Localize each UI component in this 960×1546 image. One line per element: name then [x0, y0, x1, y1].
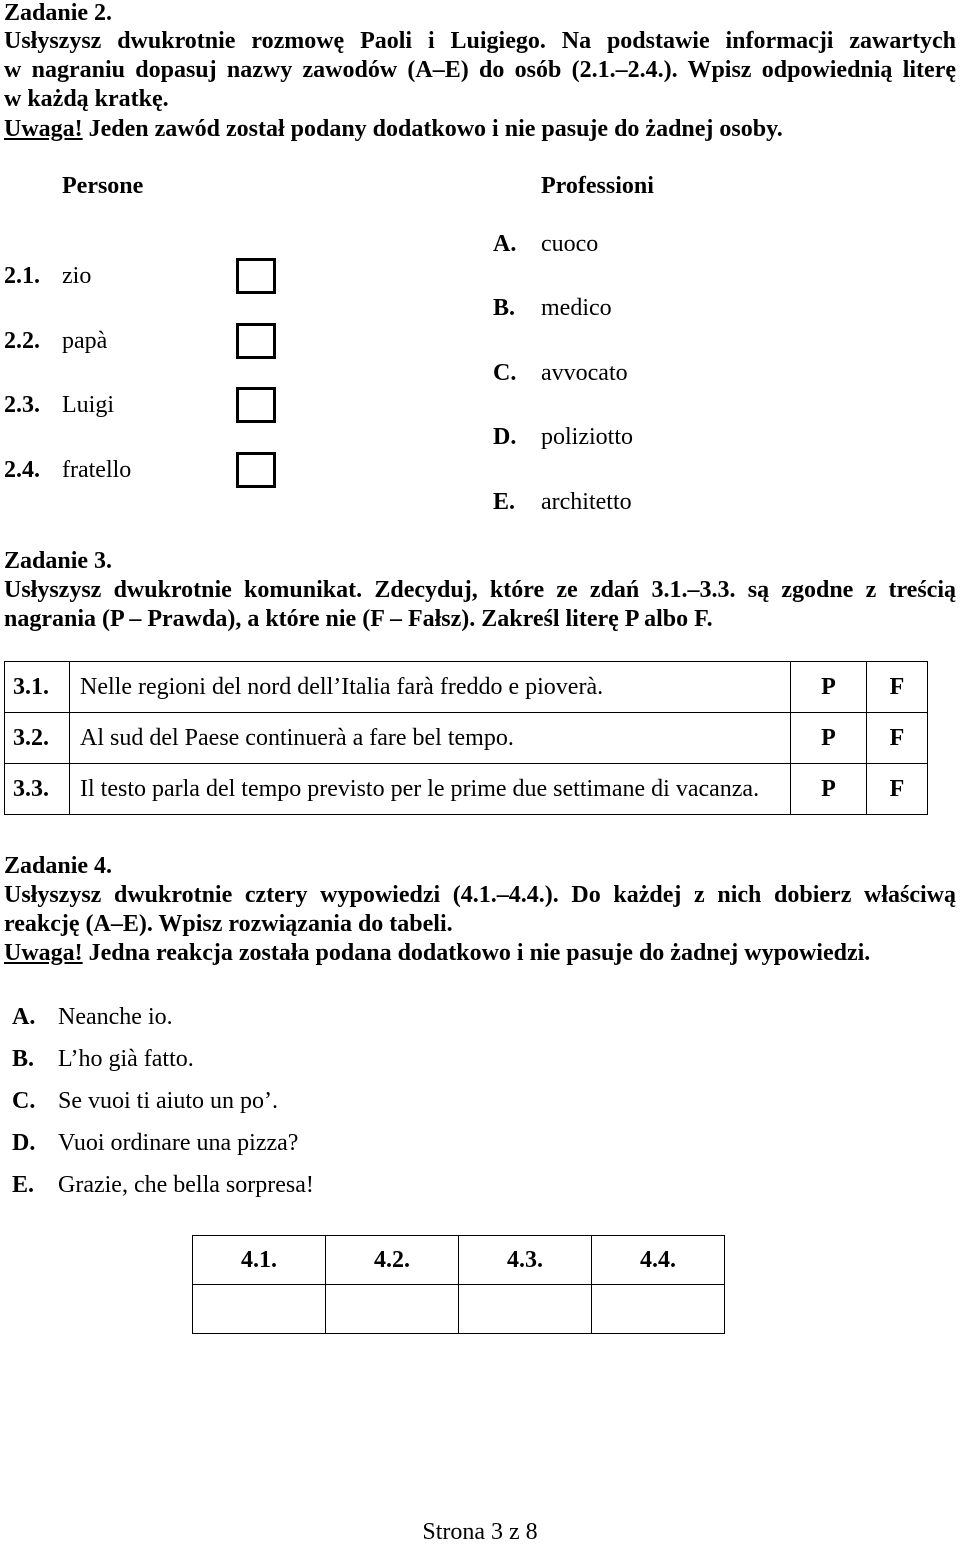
table-row — [5, 713, 928, 764]
statement-text: Al sud del Paese continuerà a fare bel tempo. — [70, 713, 791, 764]
statement-text: Nelle regioni del nord dell’Italia farà freddo e pioverà. — [70, 662, 791, 713]
answer-cell-4-2[interactable] — [326, 1285, 459, 1334]
task4-instr-line1: Usłyszysz dwukrotnie cztery wypowiedzi (4.1.–4.4.). Do każdej z nich dobierz właściwą — [4, 882, 956, 908]
answer-box-2-4[interactable] — [236, 452, 276, 488]
table-row — [5, 764, 928, 815]
person-name: zio — [62, 263, 92, 289]
answer-table — [192, 1235, 725, 1334]
profession-name: architetto — [541, 489, 632, 515]
person-item — [4, 327, 40, 355]
answer-header: 4.4. — [592, 1236, 725, 1285]
task2-title: Zadanie 2. — [4, 0, 113, 26]
person-number: 2.2. — [4, 328, 40, 354]
answer-header: 4.3. — [459, 1236, 592, 1285]
task4-warning-label: Uwaga! — [4, 940, 83, 966]
profession-letter: D. — [493, 424, 517, 450]
task2-instructions — [4, 27, 956, 85]
true-false-table — [4, 661, 928, 815]
person-number: 2.1. — [4, 263, 40, 289]
answer-header: 4.2. — [326, 1236, 459, 1285]
profession-letter: C. — [493, 360, 517, 386]
person-name: papà — [62, 328, 108, 354]
person-item — [4, 391, 40, 419]
profession-letter: B. — [493, 295, 516, 321]
profession-letter: A. — [493, 231, 517, 257]
reaction-letter: D. — [12, 1130, 36, 1156]
answer-box-2-1[interactable] — [236, 258, 276, 294]
task3-instructions — [4, 576, 956, 605]
answer-box-2-2[interactable] — [236, 323, 276, 359]
reaction-letter: B. — [12, 1046, 35, 1072]
table-row — [5, 662, 928, 713]
statement-number: 3.2. — [5, 713, 70, 764]
statement-number: 3.3. — [5, 764, 70, 815]
option-f[interactable]: F — [867, 764, 928, 815]
task4-title: Zadanie 4. — [4, 853, 113, 879]
reaction-text: Grazie, che bella sorpresa! — [58, 1172, 314, 1198]
person-number: 2.3. — [4, 392, 40, 418]
task3-title: Zadanie 3. — [4, 548, 113, 574]
reaction-letter: C. — [12, 1088, 36, 1114]
profession-name: cuoco — [541, 231, 599, 257]
reaction-text: Se vuoi ti aiuto un po’. — [58, 1088, 278, 1114]
answer-cell-4-4[interactable] — [592, 1285, 725, 1334]
persons-header: Persone — [62, 173, 144, 199]
reaction-text: Neanche io. — [58, 1004, 173, 1030]
task2-instr-line1: Usłyszysz dwukrotnie rozmowę Paoli i Luigiego. Na podstawie informacji zawartych — [4, 28, 956, 54]
profession-name: avvocato — [541, 360, 628, 386]
answer-cell-4-1[interactable] — [193, 1285, 326, 1334]
task3-instr-line1: Usłyszysz dwukrotnie komunikat. Zdecyduj, które ze zdań 3.1.–3.3. są zgodne z treścią — [4, 577, 956, 603]
person-number: 2.4. — [4, 457, 40, 483]
option-p[interactable]: P — [791, 713, 867, 764]
professions-header: Professioni — [541, 173, 654, 199]
answer-header: 4.1. — [193, 1236, 326, 1285]
task2-warning-text: Jeden zawód został podany dodatkowo i nie pasuje do żadnej osoby. — [82, 116, 783, 142]
task4-instructions — [4, 881, 956, 910]
answer-cell-4-3[interactable] — [459, 1285, 592, 1334]
person-item — [4, 262, 40, 290]
person-name: fratello — [62, 457, 132, 483]
task4-instr-line2: reakcję (A–E). Wpisz rozwiązania do tabeli. — [4, 911, 453, 937]
reaction-letter: E. — [12, 1172, 35, 1198]
option-f[interactable]: F — [867, 713, 928, 764]
statement-number: 3.1. — [5, 662, 70, 713]
option-p[interactable]: P — [791, 662, 867, 713]
person-item — [4, 456, 40, 484]
profession-name: poliziotto — [541, 424, 633, 450]
task2-warning — [4, 115, 783, 143]
task2-warning-label: Uwaga! — [4, 116, 83, 142]
reaction-text: Vuoi ordinare una pizza? — [58, 1130, 299, 1156]
option-p[interactable]: P — [791, 764, 867, 815]
profession-letter: E. — [493, 489, 516, 515]
task4-warning — [4, 939, 870, 967]
profession-name: medico — [541, 295, 612, 321]
answer-box-2-3[interactable] — [236, 387, 276, 423]
statement-text: Il testo parla del tempo previsto per le prime due settimane di vacanza. — [70, 764, 791, 815]
task2-instr-line3: w każdą kratkę. — [4, 86, 169, 112]
task2-instr-line2: w nagraniu dopasuj nazwy zawodów (A–E) do osób (2.1.–2.4.). Wpisz odpowiednią literę — [4, 57, 956, 83]
reaction-text: L’ho già fatto. — [58, 1046, 194, 1072]
option-f[interactable]: F — [867, 662, 928, 713]
page-number: Strona 3 z 8 — [422, 1519, 538, 1545]
task4-warning-text: Jedna reakcja została podana dodatkowo i nie pasuje do żadnej wypowiedzi. — [82, 940, 871, 966]
reaction-letter: A. — [12, 1004, 36, 1030]
task3-instr-line2: nagrania (P – Prawda), a które nie (F – Fałsz). Zakreśl literę P albo F. — [4, 606, 713, 632]
person-name: Luigi — [62, 392, 114, 418]
answer-input-row — [193, 1285, 725, 1334]
answer-header-row — [193, 1236, 725, 1285]
